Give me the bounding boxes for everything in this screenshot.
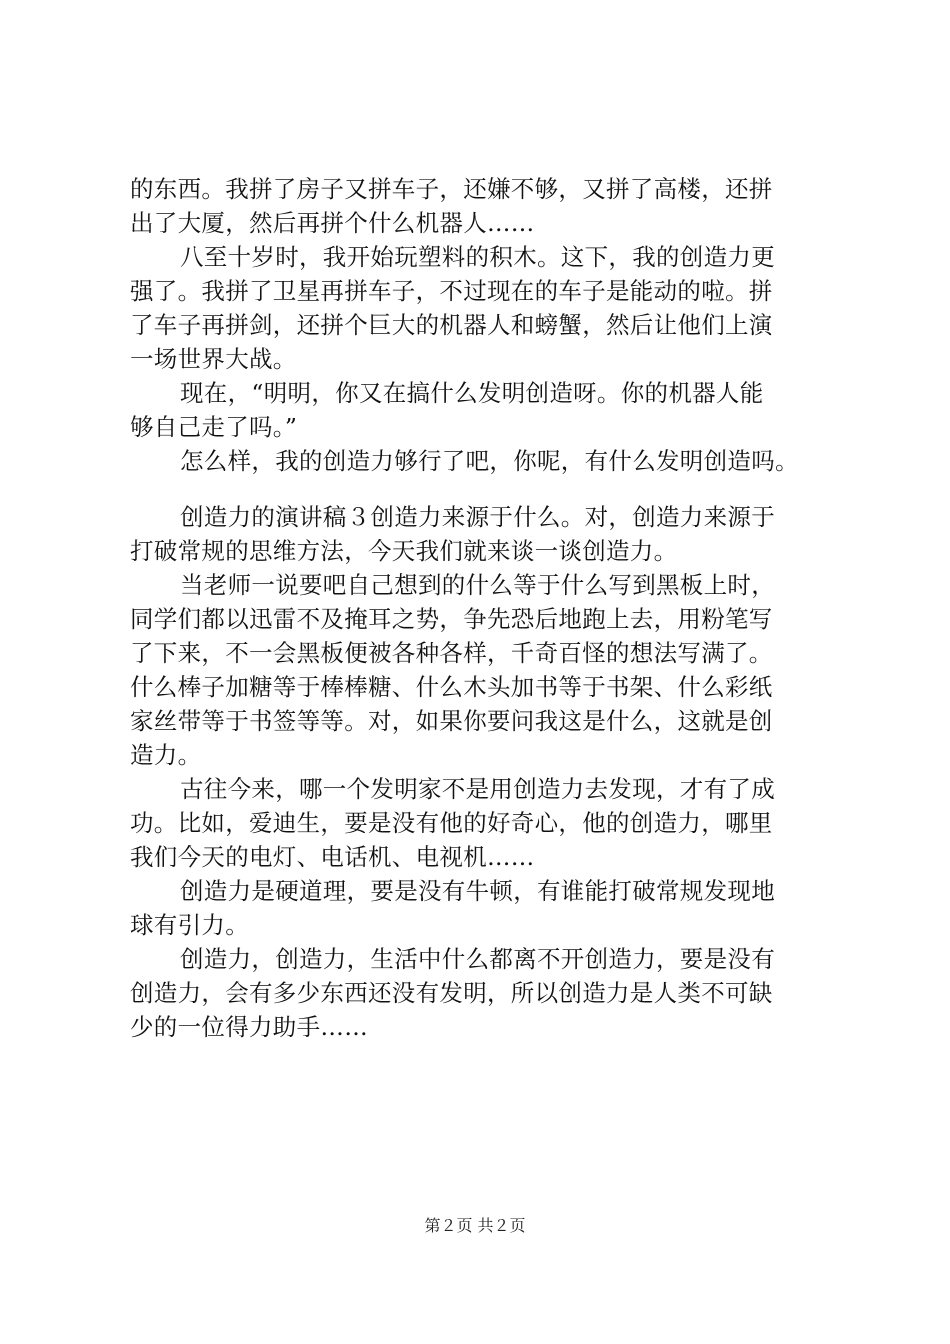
text-line: 球有引力。	[130, 911, 249, 939]
text-line: 我们今天的电灯、电话机、电视机……	[130, 843, 535, 871]
text-line: 打破常规的思维方法，今天我们就来谈一谈创造力。	[130, 537, 678, 565]
text-line: 现在，“明明，你又在搞什么发明创造呀。你的机器人能	[180, 379, 764, 407]
text-line: 创造力，会有多少东西还没有发明，所以创造力是人类不可缺	[130, 979, 773, 1007]
text-line: 怎么样，我的创造力够行了吧，你呢，有什么发明创造吗。	[180, 447, 799, 475]
text-line: 家丝带等于书签等等。对，如果你要问我这是什么，这就是创	[130, 707, 773, 735]
text-line: 强了。我拼了卫星再拼车子，不过现在的车子是能动的啦。拼	[130, 277, 773, 305]
text-line: 当老师一说要吧自己想到的什么等于什么写到黑板上时，	[180, 571, 775, 599]
text-line: 了车子再拼剑，还拼个巨大的机器人和螃蟹，然后让他们上演	[130, 311, 773, 339]
text-line: 创造力，创造力，生活中什么都离不开创造力，要是没有	[180, 945, 775, 973]
paragraph-gap	[130, 478, 850, 500]
text-line: 什么棒子加糖等于棒棒糖、什么木头加书等于书架、什么彩纸	[130, 673, 773, 701]
text-line: 功。比如，爱迪生，要是没有他的好奇心，他的创造力，哪里	[130, 809, 773, 837]
text-line: 同学们都以迅雷不及掩耳之势，争先恐后地跑上去，用粉笔写	[130, 605, 773, 633]
text-line: 创造力是硬道理，要是没有牛顿，有谁能打破常规发现地	[180, 877, 775, 905]
text-line: 少的一位得力助手……	[130, 1013, 368, 1041]
text-line: 创造力的演讲稿３创造力来源于什么。对，创造力来源于	[180, 503, 775, 531]
text-line: 出了大厦，然后再拼个什么机器人……	[130, 209, 535, 237]
document-body	[130, 172, 850, 1044]
text-line: 造力。	[130, 741, 202, 769]
text-line: 八至十岁时，我开始玩塑料的积木。这下，我的创造力更	[180, 243, 775, 271]
text-line: 够自己走了吗。”	[130, 413, 298, 441]
page-number-label: 第２页 共２页	[424, 1216, 526, 1235]
text-line: 古往今来，哪一个发明家不是用创造力去发现，才有了成	[180, 775, 775, 803]
page-footer	[0, 1216, 950, 1236]
text-line: 的东西。我拼了房子又拼车子，还嫌不够，又拼了高楼，还拼	[130, 175, 773, 203]
text-line: 一场世界大战。	[130, 345, 297, 373]
text-line: 了下来，不一会黑板便被各种各样，千奇百怪的想法写满了。	[130, 639, 773, 667]
